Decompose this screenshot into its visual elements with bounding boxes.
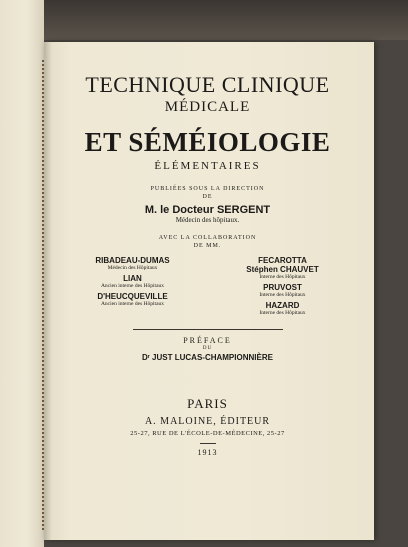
collaborator-name: PRUVOST bbox=[263, 283, 302, 292]
collaborator-name: FECAROTTA bbox=[258, 256, 307, 265]
collaborator-role: Ancien interne des Hôpitaux bbox=[100, 301, 165, 307]
preface-author: Dʳ JUST LUCAS-CHAMPIONNIÈRE bbox=[142, 353, 273, 362]
title-line-2: MÉDICALE bbox=[164, 99, 251, 115]
page-gutter-shadow bbox=[44, 42, 52, 540]
collaborators-right bbox=[220, 256, 345, 319]
collaborator-role: Interne des Hôpitaux bbox=[259, 310, 306, 316]
background bbox=[0, 0, 408, 40]
collaborator-name: Stéphen CHAUVET bbox=[246, 265, 319, 274]
imprint-city: PARIS bbox=[187, 396, 228, 411]
collaborators-left bbox=[70, 256, 195, 319]
collaborator-role: Interne des Hôpitaux bbox=[259, 292, 306, 298]
collaborator-role: Interne des Hôpitaux bbox=[259, 274, 306, 280]
direction-de: DE bbox=[202, 194, 213, 200]
director-name: M. le Docteur SERGENT bbox=[144, 204, 271, 216]
title-line-3: ET SÉMÉIOLOGIE bbox=[84, 127, 331, 157]
preface-label: PRÉFACE bbox=[183, 336, 232, 345]
title-page-content bbox=[60, 72, 355, 457]
book-spine-edge bbox=[0, 0, 44, 547]
title-line-1: TECHNIQUE CLINIQUE bbox=[85, 72, 330, 97]
director-role: Médecin des hôpitaux. bbox=[175, 216, 240, 224]
divider-rule bbox=[133, 329, 283, 330]
short-divider bbox=[200, 443, 216, 444]
collaborators bbox=[60, 256, 355, 319]
collaborator-name: LIAN bbox=[123, 274, 142, 283]
collaborator-name: HAZARD bbox=[265, 301, 300, 310]
imprint-publisher: A. MALOINE, ÉDITEUR bbox=[144, 416, 271, 427]
direction-label: PUBLIÉES SOUS LA DIRECTION bbox=[150, 186, 265, 192]
imprint-address: 25-27, RUE DE L'ÉCOLE-DE-MÉDECINE, 25-27 bbox=[130, 430, 285, 437]
collaborator-role: Ancien interne des Hôpitaux bbox=[100, 283, 165, 289]
collaboration-label: AVEC LA COLLABORATION bbox=[158, 235, 257, 241]
imprint-year: 1913 bbox=[197, 448, 218, 457]
collaboration-de: DE MM. bbox=[193, 243, 222, 249]
preface-du: DU bbox=[202, 346, 213, 351]
collaborator-role: Médecin des Hôpitaux bbox=[107, 265, 158, 271]
collaborator-name: D'HEUCQUEVILLE bbox=[97, 292, 168, 301]
title-line-4: ÉLÉMENTAIRES bbox=[154, 160, 261, 172]
collaborator-name: RIBADEAU-DUMAS bbox=[95, 256, 170, 265]
